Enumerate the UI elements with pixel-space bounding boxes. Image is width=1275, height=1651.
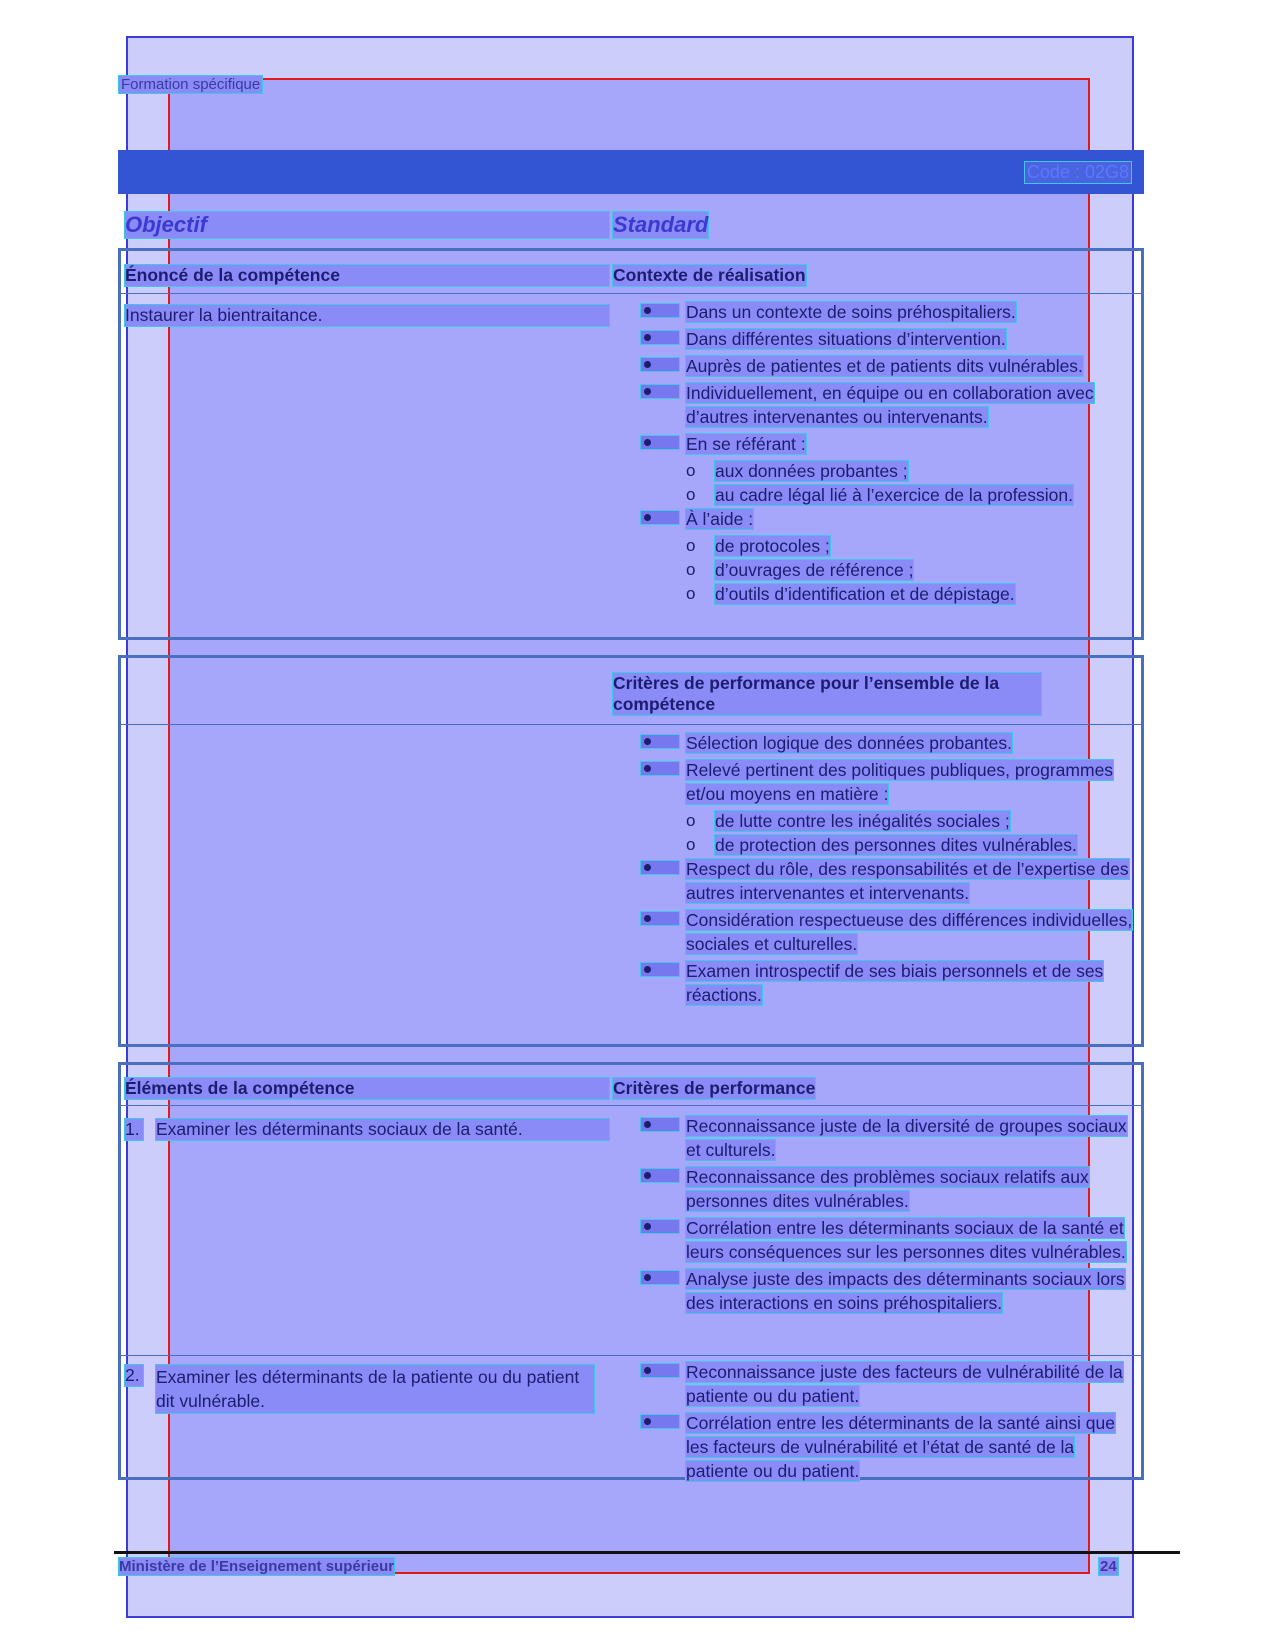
bullet-icon bbox=[640, 734, 680, 749]
bullet-icon bbox=[640, 435, 680, 450]
footer-rule bbox=[114, 1551, 1180, 1554]
bullet-icon bbox=[640, 1168, 680, 1183]
element-text: Examiner les déterminants sociaux de la santé. bbox=[155, 1118, 610, 1141]
bullet-icon bbox=[640, 1219, 680, 1234]
sub-list-item-text: de protection des personnes dites vulnérables. bbox=[715, 835, 1077, 855]
bullet-icon bbox=[640, 911, 680, 926]
bullet-icon bbox=[640, 330, 680, 345]
list-item-text: Corrélation entre les déterminants de la santé ainsi que les facteurs de vulnérabilité et l’état de santé de la patiente ou du patient. bbox=[686, 1413, 1115, 1481]
list-item bbox=[640, 1267, 1140, 1315]
sub-list-item-text: d’outils d’identification et de dépistage. bbox=[715, 584, 1015, 604]
realisation-context-list bbox=[640, 300, 1140, 606]
bullet-icon bbox=[640, 1270, 680, 1285]
bullet-icon bbox=[640, 303, 680, 318]
list-item-text: Individuellement, en équipe ou en collaboration avec d’autres intervenantes ou intervenants. bbox=[686, 383, 1094, 427]
element-number: 1. bbox=[124, 1118, 144, 1141]
page-number: 24 bbox=[1100, 1558, 1117, 1575]
list-item bbox=[640, 857, 1140, 905]
footer-ministry: Ministère de l’Enseignement supérieur bbox=[119, 1558, 395, 1575]
list-item-text: Corrélation entre les déterminants sociaux de la santé et leurs conséquences sur les personnes dites vulnérables. bbox=[686, 1218, 1126, 1262]
list-item bbox=[640, 1360, 1140, 1408]
bullet-icon bbox=[640, 384, 680, 399]
sub-bullet-icon: o bbox=[686, 485, 696, 504]
element-number: 2. bbox=[124, 1364, 144, 1387]
running-header: Formation spécifique bbox=[118, 75, 263, 94]
list-item bbox=[640, 354, 1140, 378]
list-item-text: Examen introspectif de ses biais personnels et de ses réactions. bbox=[686, 961, 1104, 1005]
sub-bullet-icon: o bbox=[686, 835, 696, 854]
sub-list-item bbox=[640, 459, 1140, 483]
sub-list-item-text: de lutte contre les inégalités sociales ; bbox=[715, 811, 1010, 831]
list-item bbox=[640, 381, 1140, 429]
list-item bbox=[640, 1216, 1140, 1264]
bullet-icon bbox=[640, 962, 680, 977]
list-item-text: Respect du rôle, des responsabilités et de l’expertise des autres intervenantes et intervenants. bbox=[686, 859, 1129, 903]
section-divider bbox=[121, 293, 1141, 294]
sub-list-item-text: d’ouvrages de référence ; bbox=[715, 560, 914, 580]
sub-bullet-icon: o bbox=[686, 811, 696, 830]
bullet-icon bbox=[640, 1414, 680, 1429]
sub-list-item bbox=[640, 558, 1140, 582]
element-text: Examiner les déterminants de la patiente ou du patient dit vulnérable. bbox=[155, 1364, 595, 1414]
list-item-text: Dans un contexte de soins préhospitaliers. bbox=[686, 302, 1016, 322]
element-divider bbox=[121, 1355, 1141, 1356]
code-bar bbox=[118, 150, 1144, 194]
bullet-icon bbox=[640, 357, 680, 372]
list-item-text: En se référant : bbox=[686, 434, 806, 454]
list-item bbox=[640, 731, 1140, 755]
performance-criteria-heading: Critères de performance bbox=[613, 1078, 816, 1098]
list-item-text: Reconnaissance juste de la diversité de groupes sociaux et culturels. bbox=[686, 1116, 1127, 1160]
objective-column-heading: Objectif bbox=[124, 211, 610, 239]
bullet-icon bbox=[640, 1117, 680, 1132]
element2-criteria-list bbox=[640, 1360, 1140, 1486]
global-criteria-heading: Critères de performance pour l’ensemble de la compétence bbox=[612, 672, 1042, 716]
competency-code: Code : 02G8 bbox=[1024, 161, 1132, 184]
sub-list-item-text: aux données probantes ; bbox=[715, 461, 908, 481]
bullet-icon bbox=[640, 1363, 680, 1378]
bullet-icon bbox=[640, 860, 680, 875]
sub-list-item bbox=[640, 833, 1140, 857]
sub-list-item bbox=[640, 483, 1140, 507]
standard-column-heading: Standard bbox=[613, 212, 709, 237]
list-item bbox=[640, 1165, 1140, 1213]
competency-statement: Instaurer la bientraitance. bbox=[124, 304, 610, 327]
list-item-text: Sélection logique des données probantes. bbox=[686, 733, 1012, 753]
sub-bullet-icon: o bbox=[686, 461, 696, 480]
global-criteria-list bbox=[640, 731, 1140, 1010]
sub-list-item-text: de protocoles ; bbox=[715, 536, 830, 556]
list-item-text: Dans différentes situations d’intervention. bbox=[686, 329, 1006, 349]
sub-list-item bbox=[640, 809, 1140, 833]
sub-bullet-icon: o bbox=[686, 560, 696, 579]
list-item-text: Reconnaissance des problèmes sociaux relatifs aux personnes dites vulnérables. bbox=[686, 1167, 1089, 1211]
list-item bbox=[640, 1114, 1140, 1162]
section-divider bbox=[121, 1105, 1141, 1106]
sub-bullet-icon: o bbox=[686, 584, 696, 603]
list-item-text: Considération respectueuse des différences individuelles, sociales et culturelles. bbox=[686, 910, 1133, 954]
list-item-text: Relevé pertinent des politiques publiques, programmes et/ou moyens en matière : bbox=[686, 760, 1114, 804]
element1-criteria-list bbox=[640, 1114, 1140, 1318]
list-item-text: Analyse juste des impacts des déterminants sociaux lors des interactions en soins préhospitaliers. bbox=[686, 1269, 1125, 1313]
bullet-icon bbox=[640, 510, 680, 525]
list-item bbox=[640, 1411, 1140, 1483]
realisation-context-heading: Contexte de réalisation bbox=[613, 265, 806, 285]
competency-statement-heading: Énoncé de la compétence bbox=[124, 264, 610, 287]
list-item bbox=[640, 507, 1140, 531]
list-item bbox=[640, 300, 1140, 324]
list-item-text: Reconnaissance juste des facteurs de vulnérabilité de la patiente ou du patient. bbox=[686, 1362, 1123, 1406]
sub-list-item bbox=[640, 534, 1140, 558]
elements-heading: Éléments de la compétence bbox=[124, 1077, 610, 1100]
list-item bbox=[640, 327, 1140, 351]
sub-list-item bbox=[640, 582, 1140, 606]
list-item bbox=[640, 959, 1140, 1007]
list-item bbox=[640, 758, 1140, 806]
list-item bbox=[640, 908, 1140, 956]
sub-bullet-icon: o bbox=[686, 536, 696, 555]
list-item-text: À l’aide : bbox=[686, 509, 754, 529]
section-divider bbox=[121, 724, 1141, 725]
sub-list-item-text: au cadre légal lié à l’exercice de la profession. bbox=[715, 485, 1073, 505]
list-item-text: Auprès de patientes et de patients dits vulnérables. bbox=[686, 356, 1083, 376]
list-item bbox=[640, 432, 1140, 456]
bullet-icon bbox=[640, 761, 680, 776]
